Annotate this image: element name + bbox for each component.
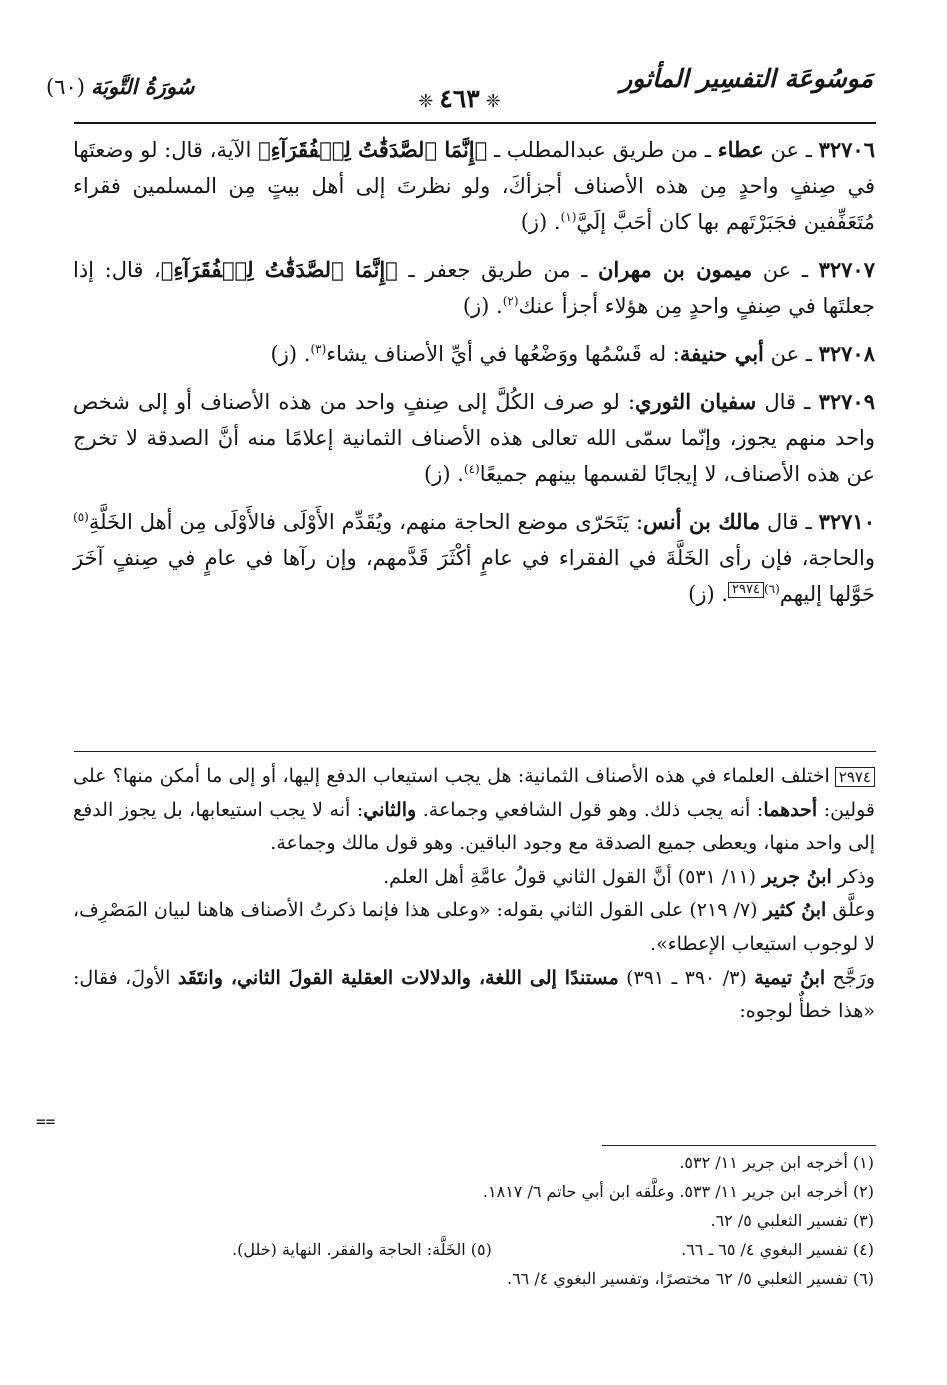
note-text: الأولَ، فقال: «هذا خطأٌ لوجوه: <box>73 966 875 1023</box>
footnote-marker[interactable]: (٤) <box>463 462 480 476</box>
entry-text: : له قَسْمُها ووَضْعُها في أيِّ الأصناف يشاء <box>326 342 680 366</box>
note-bold: والثاني <box>363 798 417 821</box>
entry-number: ٣٢٧٠٦ <box>818 137 875 162</box>
narrator-name: عطاء <box>717 137 764 162</box>
entry-number: ٣٢٧٠٨ <box>818 341 875 366</box>
footnote: (٢) أخرجه ابن جرير ١١/ ٥٣٣. وعلَّقه ابن أبي حاتم ٦/ ١٨١٧. <box>482 1182 874 1201</box>
footnote: (٤) تفسير البغوي ٤/ ٦٥ ـ ٦٦. <box>681 1240 874 1259</box>
surah-name: سُورَةُ التَّوبَة <box>90 74 195 99</box>
entry-text: ـ قال <box>760 510 819 534</box>
note-text: اختلف العلماء في هذه الأصناف الثمانية: هل يجب استيعاب الدفع إليها، أو إلى ما أمكن منها؟ على قولين: <box>73 765 875 821</box>
note-text: (١١/ ٥٣١) أنَّ القول الثاني قولُ عامَّةِ أهل العلم. <box>383 865 763 888</box>
note-bold: أحدهما <box>763 798 818 821</box>
note-bold: ابنُ تيمية <box>754 966 826 989</box>
footnote-marker[interactable]: (١) <box>560 210 577 224</box>
entry-text: : لو صرف الكُلَّ إلى صِنفٍ واحد من هذه الأصناف أو إلى شخص واحد منهم يجوز، وإنّما سمّى الله تعالى هذه الأصناف الثمانية إعلامًا منه أنَّ الصدقة لا تخرج عن هذه الأصناف، لا إيجابًا لقسمها بينهم جميعًا <box>73 390 875 486</box>
surah-heading <box>46 74 194 99</box>
entry-tail: . (ز) <box>270 342 311 366</box>
note-text: وذكر <box>831 865 875 888</box>
note-text: : أنه يجب ذلك. وهو قول الشافعي وجماعة. <box>416 798 764 821</box>
quran-quote: ﴿إِنَّمَا ٱلصَّدَقَٰتُ لِلۡفُقَرَآءِ﴾ <box>160 257 398 282</box>
quran-quote: ﴿إِنَّمَا ٱلصَّدَقَٰتُ لِلۡفُقَرَآءِ﴾ <box>258 137 488 162</box>
entry-tail: . (ز) <box>688 582 729 606</box>
entry-text: ـ من طريق جعفر ـ <box>397 258 598 282</box>
entry-text: الآية، قال: لو وضعتَها في صِنفٍ واحدٍ مِن هذه الأصناف أجزأكَ، ولو نظرتَ إلى أهل بيتٍ مِن المسلمين فقراء مُتَعَفِّفين فجَبَرْتَهم بها كان أحَبَّ إلَيَّ <box>73 138 875 234</box>
commentary-ref-box[interactable]: ٢٩٧٤ <box>728 582 764 598</box>
header-rule <box>74 122 876 124</box>
continuation-mark: == <box>36 1112 56 1131</box>
footnote: (١) أخرجه ابن جرير ١١/ ٥٣٢. <box>679 1153 874 1172</box>
page-header <box>46 58 873 120</box>
note-bold: ابنُ جرير <box>762 865 832 888</box>
note-paragraph <box>73 861 875 895</box>
page-number: ٤٦٣ <box>439 84 480 113</box>
footnote-marker[interactable]: (٣) <box>310 342 327 356</box>
entry-tail: . (ز) <box>520 210 561 234</box>
main-text <box>73 132 875 624</box>
note-text: : أنه لا يجب استيعابها، بل يجوز الدفع إلى واحد منها، ويعطى جميع الصدقة مع وجود الباقين. وهو قول مالك وجماعة. <box>73 798 875 855</box>
entry-text: ـ عن <box>763 342 819 366</box>
entry-tail: . (ز) <box>424 462 464 486</box>
narrator-name: سفيان الثوري <box>635 389 757 414</box>
footnotes <box>72 1148 874 1293</box>
entry-32709 <box>73 384 875 492</box>
entry-text: ، قال: إذا جعلتَها في صِنفٍ واحدٍ مِن هؤلاء أجزأ عنك <box>73 258 875 318</box>
footnote-marker[interactable]: (٦) <box>763 582 780 596</box>
narrator-name: مالك بن أنس <box>643 509 761 534</box>
footnote-marker[interactable]: (٥) <box>73 510 89 524</box>
surah-number: (٦٠) <box>46 75 85 99</box>
entry-text: ـ قال <box>756 390 819 414</box>
narrator-name: ميمون بن مهران <box>597 257 753 282</box>
entry-number: ٣٢٧١٠ <box>818 509 875 534</box>
entry-tail: . (ز) <box>462 294 503 318</box>
note-text: ورَجَّح <box>825 966 876 989</box>
entry-text: ـ عن <box>763 138 819 162</box>
note-text: (٧/ ٢١٩) على القول الثاني بقوله: «وعلى هذا فإنما ذكرتُ الأصناف هاهنا لبيان المَصْرِف، لا لوجوب استيعاب الإعطاء». <box>73 899 875 955</box>
commentary-number-box: ٢٩٧٤ <box>835 767 875 787</box>
note-paragraph <box>73 894 875 961</box>
entry-32707 <box>73 252 875 324</box>
commentary-notes <box>73 760 875 1029</box>
entry-text: والحاجة، فإن رأى الخَلَّةَ في الفقراء في عامٍ أكْثَرَ قَدَّمهم، وإن رآها في عامٍ في صِنفٍ آخَرَ حَوَّلها إليهم <box>73 546 875 606</box>
note-bold: ابنُ كثير <box>763 899 827 922</box>
entry-number: ٣٢٧٠٩ <box>818 389 875 414</box>
ornament-icon: ❈ <box>418 91 434 112</box>
entry-text: ـ من طريق عبدالمطلب ـ <box>487 138 718 162</box>
footnote: (٥) الخَلَّة: الحاجة والفقر. النهاية (خلل). <box>232 1240 492 1259</box>
entry-32710 <box>73 504 875 612</box>
note-bold: مستندًا إلى اللغة، والدلالات العقلية القولَ الثاني، وانتَقَد <box>177 966 619 989</box>
footnote-rule <box>602 1145 876 1146</box>
entry-number: ٣٢٧٠٧ <box>818 257 875 282</box>
footnote: (٣) تفسير الثعلبي ٥/ ٦٢. <box>710 1211 874 1230</box>
footnote-row <box>72 1235 874 1264</box>
footnote-marker[interactable]: (٢) <box>502 294 519 308</box>
book-title: مَوسُوعَة التفسِير المأثور <box>620 64 873 93</box>
entry-32706 <box>73 132 875 240</box>
note-text: (٣/ ٣٩٠ ـ ٣٩١) <box>618 966 755 989</box>
note-text: وعلَّق <box>826 899 875 922</box>
ornament-icon: ❈ <box>485 91 501 112</box>
narrator-name: أبي حنيفة <box>679 341 764 366</box>
note-paragraph <box>73 962 875 1029</box>
entry-text: : يَتَحَرّى موضع الحاجة منهم، ويُقَدِّم الأَوْلَى فالأَوْلَى مِن أهل الخَلَّةِ <box>88 510 644 534</box>
entry-text: ـ عن <box>752 258 819 282</box>
entry-32708 <box>73 336 875 372</box>
section-rule <box>74 751 876 752</box>
footnote: (٦) تفسير الثعلبي ٥/ ٦٢ مختصرًا، وتفسير البغوي ٤/ ٦٦. <box>506 1269 874 1288</box>
note-paragraph <box>73 760 875 861</box>
